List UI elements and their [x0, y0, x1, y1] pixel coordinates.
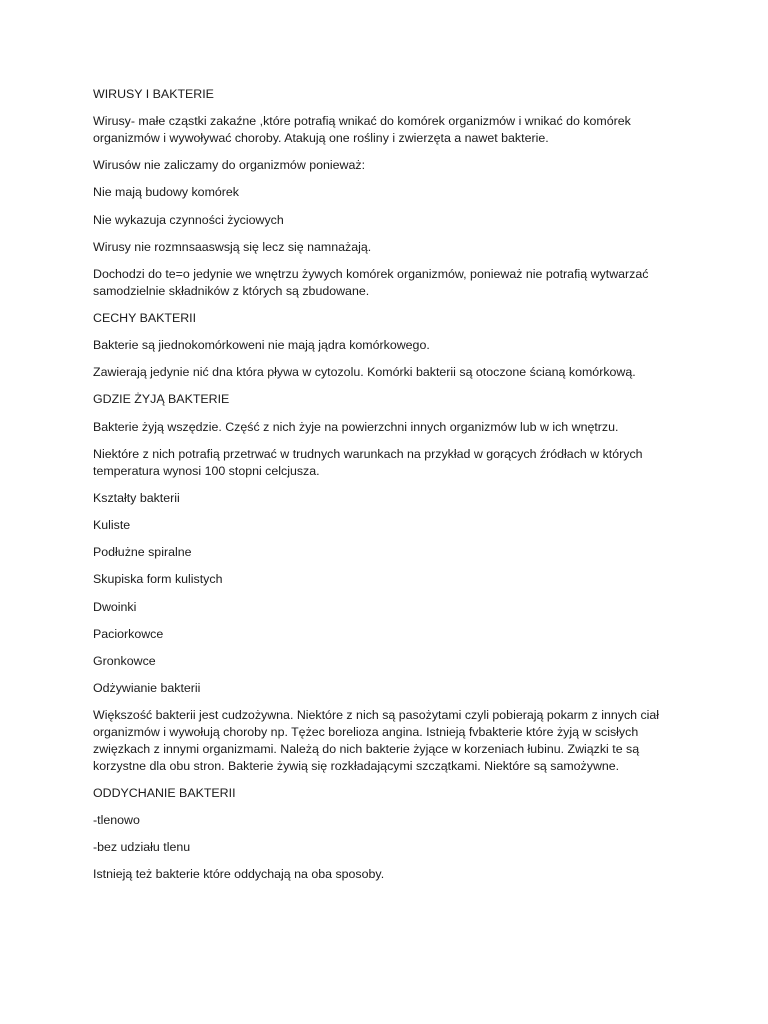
heading-ksztalty-bakterii: Kształty bakterii: [93, 490, 180, 505]
paragraph-inside-cells: Dochodzi do te=o jedynie we wnętrzu żywych komórek organizmów, ponieważ nie potrafią wytwarzać samodzielnie składników z których są zbudowane.: [93, 266, 649, 298]
list-item-no-cells: Nie mają budowy komórek: [93, 185, 239, 200]
paragraph-dna-cell-wall: Zawierają jedynie nić dna która pływa w cytozolu. Komórki bakterii są otoczone ścianą komórkową.: [93, 365, 636, 380]
list-item-gronkowce: Gronkowce: [93, 653, 156, 668]
document-body: [93, 86, 683, 894]
list-item-podluzne-spiralne: Podłużne spiralne: [93, 545, 192, 560]
list-item-skupiska: Skupiska form kulistych: [93, 572, 223, 587]
paragraph-wirusy-definition: Wirusy- małe cząstki zakaźne ,które potrafią wnikać do komórek organizmów i wnikać do komórek organizmów i wywoływać choroby. Atakują one rośliny i zwierzęta a nawet bakterie.: [93, 114, 631, 145]
list-item-kuliste: Kuliste: [93, 518, 131, 533]
list-item-no-life-functions: Nie wykazuja czynności życiowych: [93, 212, 284, 227]
paragraph-nutrition: Większość bakterii jest cudzożywna. Niektóre z nich są pasożytami czyli pobierają pokarm z innych ciał organizmów i wywołują choroby np. Tężec borelioza angina. Istnieją fvbakterie które żyją w scisłych zwięzkach z innymi organizmami. Należą do nich bakterie żyjące w korzeniach łubinu. Związki te są korzystne dla obu stron. Bakterie żywią się rozkładającymi szczątkami. Niektóre są samożywne.: [93, 708, 660, 773]
heading-gdzie-zyja-bakterie: GDZIE ŻYJĄ BAKTERIE: [93, 392, 230, 407]
heading-odzywianie-bakterii: Odżywianie bakterii: [93, 681, 201, 696]
list-item-tlenowo: -tlenowo: [93, 813, 140, 828]
list-item-paciorkowce: Paciorkowce: [93, 626, 164, 641]
heading-wirusy-i-bakterie: WIRUSY I BAKTERIE: [93, 87, 214, 101]
paragraph-both-ways: Istnieją też bakterie które oddychają na oba sposoby.: [93, 867, 385, 882]
paragraph-extreme-conditions: Niektóre z nich potrafią przetrwać w trudnych warunkach na przykład w gorących źródłach w których temperatura wynosi 100 stopni celcjusza.: [93, 446, 643, 478]
heading-cechy-bakterii: CECHY BAKTERII: [93, 310, 197, 325]
paragraph-not-organisms: Wirusów nie zaliczamy do organizmów ponieważ:: [93, 158, 366, 173]
heading-oddychanie-bakterii: ODDYCHANIE BAKTERII: [93, 785, 236, 800]
list-item-dwoinki: Dwoinki: [93, 599, 137, 614]
paragraph-everywhere: Bakterie żyją wszędzie. Część z nich żyje na powierzchni innych organizmów lub w ich wnętrzu.: [93, 419, 619, 434]
list-item-bez-tlenu: -bez udziału tlenu: [93, 840, 191, 855]
paragraph-replication: Wirusy nie rozmnsaaswsją się lecz się namnażają.: [93, 239, 372, 254]
paragraph-unicellular: Bakterie są jiednokomórkoweni nie mają jądra komórkowego.: [93, 338, 430, 353]
